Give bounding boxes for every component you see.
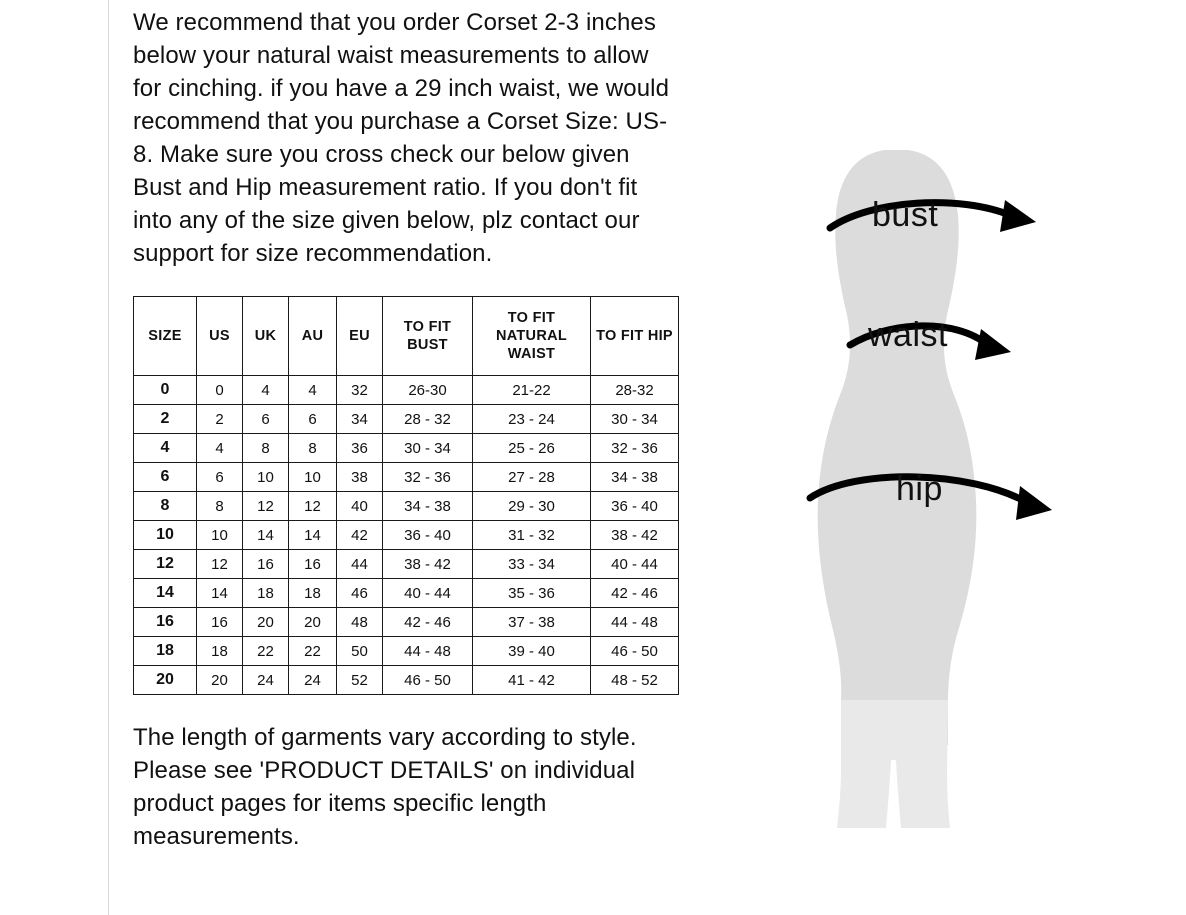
table-cell-size: 18 xyxy=(134,637,197,666)
table-cell: 8 xyxy=(197,492,243,521)
table-row xyxy=(134,550,679,579)
table-cell: 4 xyxy=(197,434,243,463)
waist-label: waist xyxy=(868,316,948,354)
table-body xyxy=(134,376,679,695)
table-cell-size: 10 xyxy=(134,521,197,550)
table-cell: 10 xyxy=(243,463,289,492)
table-header-cell: UK xyxy=(243,297,289,376)
table-cell: 35 - 36 xyxy=(473,579,591,608)
table-cell: 31 - 32 xyxy=(473,521,591,550)
table-cell: 26-30 xyxy=(383,376,473,405)
table-cell: 46 - 50 xyxy=(591,637,679,666)
table-cell: 2 xyxy=(197,405,243,434)
table-row xyxy=(134,434,679,463)
table-cell: 52 xyxy=(337,666,383,695)
table-cell: 38 - 42 xyxy=(383,550,473,579)
table-cell: 12 xyxy=(289,492,337,521)
table-cell: 39 - 40 xyxy=(473,637,591,666)
table-cell: 16 xyxy=(243,550,289,579)
body-measurement-illustration xyxy=(700,0,1186,915)
table-header-row xyxy=(134,297,679,376)
table-cell: 37 - 38 xyxy=(473,608,591,637)
table-cell: 25 - 26 xyxy=(473,434,591,463)
table-header-cell: US xyxy=(197,297,243,376)
table-cell: 34 - 38 xyxy=(591,463,679,492)
table-cell: 28-32 xyxy=(591,376,679,405)
table-header-cell: TO FIT BUST xyxy=(383,297,473,376)
table-header-cell: TO FIT HIP xyxy=(591,297,679,376)
table-cell: 24 xyxy=(243,666,289,695)
table-cell: 14 xyxy=(197,579,243,608)
table-cell: 22 xyxy=(243,637,289,666)
table-cell: 16 xyxy=(197,608,243,637)
table-header-cell: SIZE xyxy=(134,297,197,376)
table-cell: 48 - 52 xyxy=(591,666,679,695)
table-cell-size: 4 xyxy=(134,434,197,463)
bust-label: bust xyxy=(872,196,939,234)
table-cell: 27 - 28 xyxy=(473,463,591,492)
table-cell: 10 xyxy=(197,521,243,550)
text-and-table-column xyxy=(133,0,693,877)
table-cell-size: 14 xyxy=(134,579,197,608)
table-row xyxy=(134,463,679,492)
table-header-cell: AU xyxy=(289,297,337,376)
table-cell: 48 xyxy=(337,608,383,637)
table-cell: 40 xyxy=(337,492,383,521)
table-cell: 28 - 32 xyxy=(383,405,473,434)
table-cell: 38 xyxy=(337,463,383,492)
table-cell-size: 0 xyxy=(134,376,197,405)
table-cell-size: 8 xyxy=(134,492,197,521)
table-cell: 24 xyxy=(289,666,337,695)
table-cell: 14 xyxy=(289,521,337,550)
table-header-cell: TO FIT NATURAL WAIST xyxy=(473,297,591,376)
table-cell: 36 xyxy=(337,434,383,463)
hip-label: hip xyxy=(896,470,943,508)
left-margin-rule xyxy=(108,0,109,915)
table-cell: 32 - 36 xyxy=(383,463,473,492)
table-cell-size: 6 xyxy=(134,463,197,492)
table-cell: 21-22 xyxy=(473,376,591,405)
table-cell: 30 - 34 xyxy=(591,405,679,434)
hip-arrowhead xyxy=(1016,486,1052,520)
table-row xyxy=(134,637,679,666)
table-cell-size: 2 xyxy=(134,405,197,434)
table-cell: 44 - 48 xyxy=(383,637,473,666)
intro-paragraph: We recommend that you order Corset 2-3 inches below your natural waist measurements to allow for cinching. if you have a 29 inch waist, we would recommend that you purchase a Corset Size: US-8. Make sure you cross check our below given Bust and Hip measurement ratio. If you don't fit into any of the size given below, plz contact our support for size recommendation. xyxy=(133,9,670,267)
table-cell: 33 - 34 xyxy=(473,550,591,579)
table-cell: 44 xyxy=(337,550,383,579)
figure-svg xyxy=(700,0,1186,915)
table-cell: 18 xyxy=(197,637,243,666)
table-cell: 16 xyxy=(289,550,337,579)
table-cell: 36 - 40 xyxy=(383,521,473,550)
table-row xyxy=(134,405,679,434)
table-cell-size: 20 xyxy=(134,666,197,695)
table-cell: 22 xyxy=(289,637,337,666)
table-cell: 50 xyxy=(337,637,383,666)
table-row xyxy=(134,579,679,608)
table-cell-size: 12 xyxy=(134,550,197,579)
table-row xyxy=(134,376,679,405)
table-cell: 46 - 50 xyxy=(383,666,473,695)
table-cell: 6 xyxy=(243,405,289,434)
table-cell: 34 xyxy=(337,405,383,434)
table-cell: 12 xyxy=(197,550,243,579)
table-cell: 10 xyxy=(289,463,337,492)
table-cell: 40 - 44 xyxy=(591,550,679,579)
table-cell: 14 xyxy=(243,521,289,550)
table-row xyxy=(134,492,679,521)
table-cell: 32 - 36 xyxy=(591,434,679,463)
table-cell: 6 xyxy=(197,463,243,492)
table-row xyxy=(134,521,679,550)
table-cell: 23 - 24 xyxy=(473,405,591,434)
table-cell: 18 xyxy=(289,579,337,608)
size-chart-table xyxy=(133,296,679,695)
table-cell: 0 xyxy=(197,376,243,405)
table-cell: 42 xyxy=(337,521,383,550)
table-cell: 12 xyxy=(243,492,289,521)
table-cell: 36 - 40 xyxy=(591,492,679,521)
table-cell: 4 xyxy=(289,376,337,405)
table-cell: 6 xyxy=(289,405,337,434)
table-cell: 20 xyxy=(197,666,243,695)
table-cell: 44 - 48 xyxy=(591,608,679,637)
table-cell: 42 - 46 xyxy=(591,579,679,608)
table-cell: 20 xyxy=(243,608,289,637)
waist-arrowhead xyxy=(975,329,1011,360)
table-cell: 34 - 38 xyxy=(383,492,473,521)
table-cell: 30 - 34 xyxy=(383,434,473,463)
table-cell: 20 xyxy=(289,608,337,637)
table-cell: 46 xyxy=(337,579,383,608)
table-cell: 38 - 42 xyxy=(591,521,679,550)
table-row xyxy=(134,608,679,637)
table-cell-size: 16 xyxy=(134,608,197,637)
table-cell: 32 xyxy=(337,376,383,405)
table-row xyxy=(134,666,679,695)
table-cell: 40 - 44 xyxy=(383,579,473,608)
table-cell: 41 - 42 xyxy=(473,666,591,695)
table-header-cell: EU xyxy=(337,297,383,376)
outro-paragraph: The length of garments vary according to style. Please see 'PRODUCT DETAILS' on individual product pages for items specific length measurements. xyxy=(133,724,637,850)
table-cell: 8 xyxy=(243,434,289,463)
table-cell: 8 xyxy=(289,434,337,463)
table-cell: 18 xyxy=(243,579,289,608)
table-cell: 42 - 46 xyxy=(383,608,473,637)
table-cell: 4 xyxy=(243,376,289,405)
bust-arrowhead xyxy=(1000,200,1036,232)
table-cell: 29 - 30 xyxy=(473,492,591,521)
